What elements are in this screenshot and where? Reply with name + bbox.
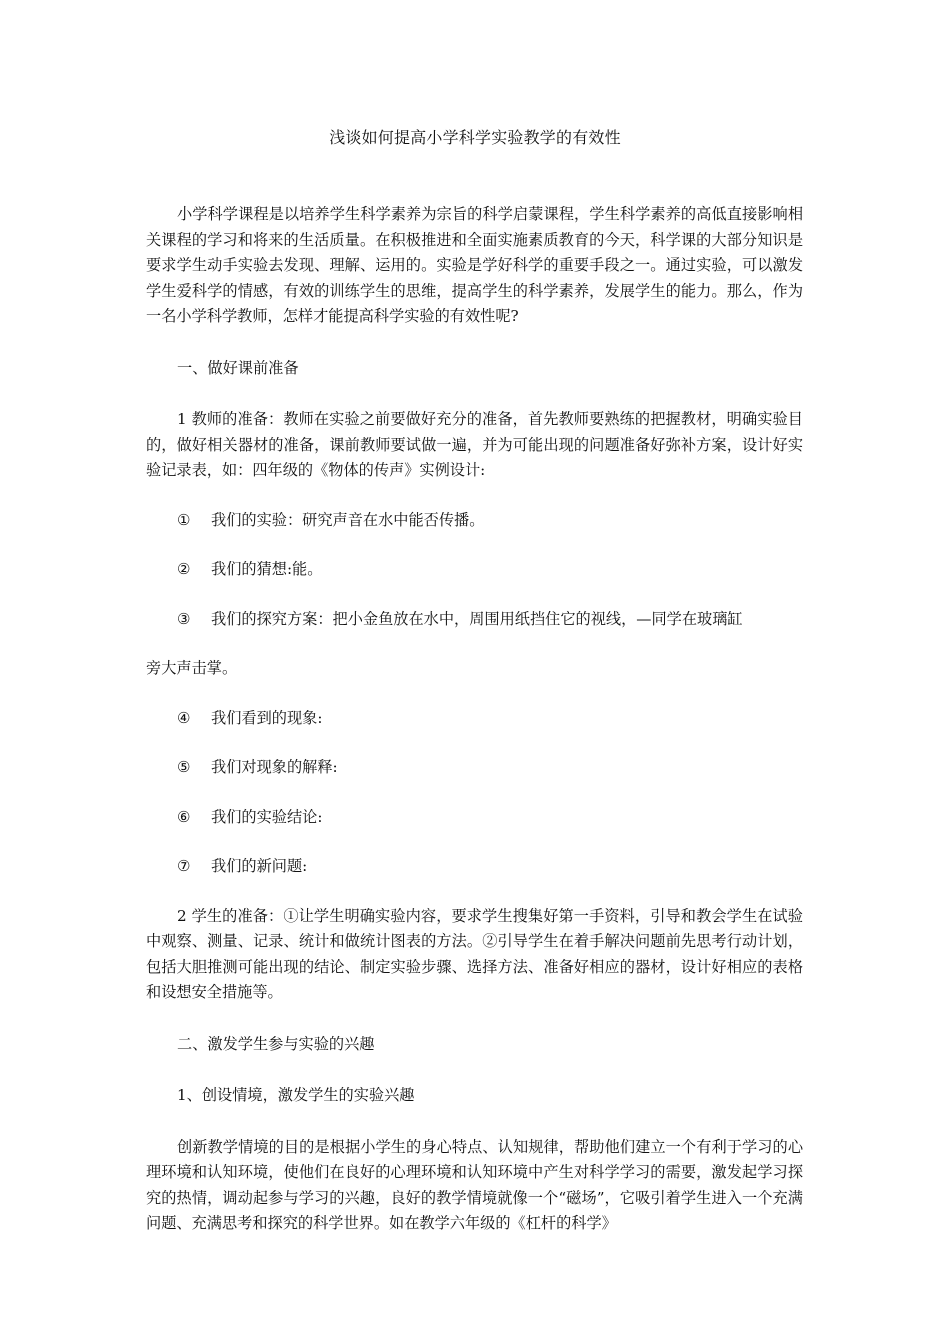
list-item	[146, 805, 803, 831]
list-item	[146, 706, 803, 732]
list-item-text: 我们看到的现象:	[211, 708, 323, 727]
section-heading-prep: 一、做好课前准备	[177, 358, 299, 377]
document-body	[146, 202, 803, 1237]
list-item	[146, 755, 803, 781]
list-item	[146, 557, 803, 583]
intro-paragraph: 小学科学课程是以培养学生科学素养为宗旨的科学启蒙课程，学生科学素养的高低直接影响相关课程的学习和将来的生活质量。在积极推进和全面实施素质教育的今天，科学课的大部分知识是要求学生动手实验去发现、理解、运用的。实验是学好科学的重要手段之一。通过实验，可以激发学生爱科学的情感，有效的训练学生的思维，提高学生的科学素养，发展学生的能力。那么，作为一名小学科学教师，怎样才能提高科学实验的有效性呢?	[146, 205, 803, 325]
list-item-text: 我们对现象的解释:	[211, 758, 338, 776]
list-marker: ②	[177, 560, 191, 578]
student-prep-paragraph: 2 学生的准备：①让学生明确实验内容，要求学生搜集好第一手资料，引导和教会学生在试验中观察、测量、记录、统计和做统计图表的方法。②引导学生在着手解决问题前先思考行动计划，包括大胆推测可能出现的结论、制定实验步骤、选择方法、准备好相应的器材，设计好相应的表格和设想安全措施等。	[146, 906, 803, 1001]
list-marker: ④	[177, 708, 191, 727]
situation-paragraph: 创新教学情境的目的是根据小学生的身心特点、认知规律，帮助他们建立一个有利于学习的心理环境和认知环境，使他们在良好的心理环境和认知环境中产生对科学学习的需要，激发起学习探究的热情，调动起参与学习的兴趣，良好的教学情境就像一个“磁场”，它吸引着学生进入一个充满问题、充满思考和探究的科学世界。如在教学六年级的《杠杆的科学》	[146, 1137, 803, 1232]
list-item-continuation: 旁大声击掌。	[146, 659, 238, 677]
list-item-text: 我们的实验：研究声音在水中能否传播。	[211, 510, 485, 529]
list-item-text: 我们的新问题:	[211, 857, 308, 875]
list-item	[146, 607, 803, 633]
list-marker: ⑤	[177, 758, 191, 776]
list-marker: ⑥	[177, 807, 191, 826]
document-title: 浅谈如何提高小学科学实验教学的有效性	[329, 128, 621, 147]
list-item-text: 我们的猜想:能。	[211, 560, 323, 578]
list-item	[146, 854, 803, 880]
teacher-prep-paragraph: 1 教师的准备：教师在实验之前要做好充分的准备，首先教师要熟练的把握教材，明确实验目的，做好相关器材的准备，课前教师要试做一遍，并为可能出现的问题准备好弥补方案，设计好实验记录表，如：四年级的《物体的传声》实例设计:	[146, 410, 803, 479]
list-item-text: 我们的实验结论:	[211, 807, 323, 826]
list-marker: ①	[177, 510, 191, 529]
list-item	[146, 508, 803, 534]
list-marker: ⑦	[177, 857, 191, 875]
subsection-heading-situation: 1、创设情境，激发学生的实验兴趣	[177, 1086, 415, 1104]
section-heading-interest: 二、激发学生参与实验的兴趣	[177, 1034, 375, 1053]
list-marker: ③	[177, 609, 191, 628]
list-item-text: 我们的探究方案：把小金鱼放在水中，周围用纸挡住它的视线，—同学在玻璃缸	[211, 609, 743, 628]
